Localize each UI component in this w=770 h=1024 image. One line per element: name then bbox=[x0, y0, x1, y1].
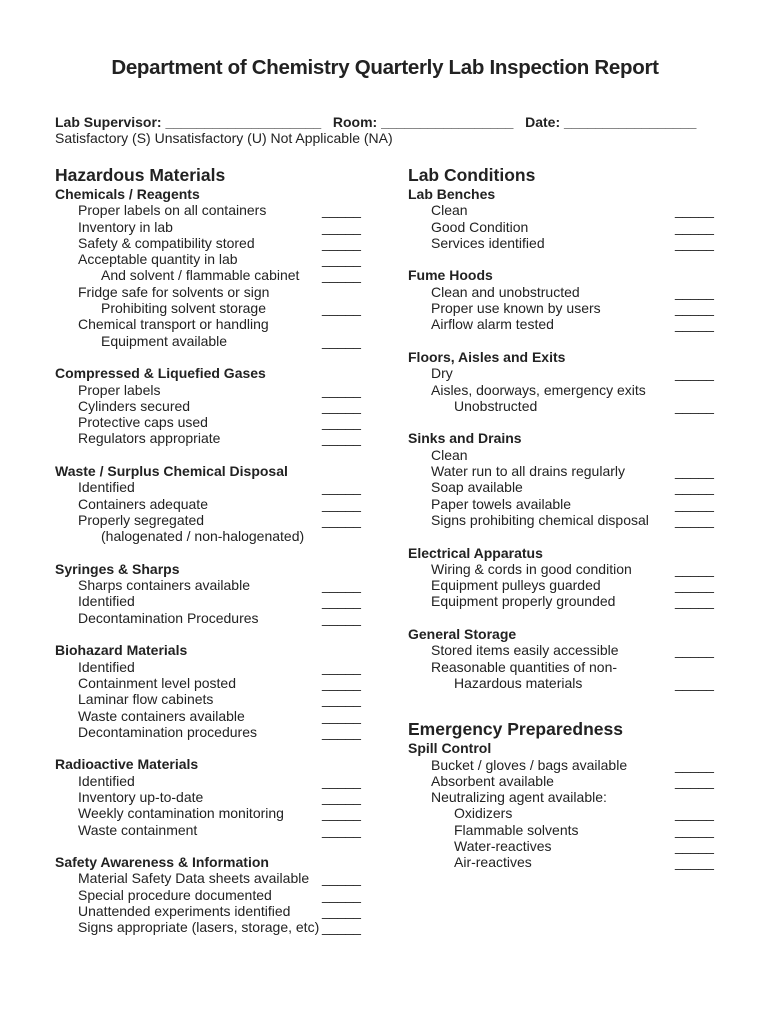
checklist-item-label: Prohibiting solvent storage bbox=[101, 300, 266, 317]
checklist-item-label: Paper towels available bbox=[431, 495, 572, 512]
checklist-item-label: Clean and unobstructed bbox=[431, 283, 580, 300]
checklist-item bbox=[55, 593, 375, 609]
rating-blank: _____ bbox=[322, 707, 361, 724]
group-title-sinks-and-drains: Sinks and Drains bbox=[408, 430, 522, 447]
rating-blank: _____ bbox=[322, 218, 361, 235]
checklist-item-label: Inventory in lab bbox=[78, 218, 173, 235]
checklist-item bbox=[408, 300, 718, 316]
group-spacer bbox=[408, 528, 718, 544]
rating-blank: _____ bbox=[322, 609, 361, 626]
checklist-item-label: Material Safety Data sheets available bbox=[78, 870, 310, 887]
section-title-hazardous-materials: Hazardous Materials bbox=[55, 165, 226, 185]
checklist-item-label: Cylinders secured bbox=[78, 397, 191, 414]
group-title-fume-hoods: Fume Hoods bbox=[408, 267, 493, 284]
rating-blank: _____ bbox=[675, 495, 714, 512]
checklist-item bbox=[55, 219, 375, 235]
rating-blank: _____ bbox=[675, 316, 714, 333]
checklist-item bbox=[408, 822, 718, 838]
checklist-item-label: (halogenated / non-halogenated) bbox=[101, 528, 305, 545]
checklist-item bbox=[408, 838, 718, 854]
rating-blank: _____ bbox=[675, 397, 714, 414]
group-title-radioactive-materials: Radioactive Materials bbox=[55, 756, 199, 773]
checklist-item-label: Identified bbox=[78, 772, 135, 789]
checklist-item bbox=[55, 724, 375, 740]
section-spacer bbox=[408, 691, 718, 718]
checklist-item bbox=[408, 593, 718, 609]
checklist-item bbox=[55, 251, 375, 267]
group-spacer bbox=[408, 333, 718, 349]
checklist-item bbox=[55, 267, 375, 283]
rating-blank: _____ bbox=[322, 919, 361, 936]
rating-blank: _____ bbox=[675, 854, 714, 871]
page-title: Department of Chemistry Quarterly Lab Inspection Report bbox=[111, 56, 659, 79]
checklist-item bbox=[408, 479, 718, 495]
checklist-item bbox=[408, 202, 718, 218]
checklist-item bbox=[55, 414, 375, 430]
checklist-item bbox=[408, 642, 718, 658]
rating-blank: _____ bbox=[322, 674, 361, 691]
group-title-floors-aisles-and-exits: Floors, Aisles and Exits bbox=[408, 348, 566, 365]
rating-blank: _____ bbox=[322, 495, 361, 512]
checklist-item bbox=[55, 577, 375, 593]
checklist-item bbox=[408, 219, 718, 235]
checklist-item bbox=[55, 528, 375, 544]
checklist-item bbox=[55, 659, 375, 675]
checklist-item bbox=[408, 675, 718, 691]
checklist-item bbox=[408, 365, 718, 381]
rating-blank: _____ bbox=[322, 886, 361, 903]
checklist-item-label: Bucket / gloves / bags available bbox=[431, 756, 628, 773]
section-title-lab-conditions: Lab Conditions bbox=[408, 165, 536, 185]
group-spacer bbox=[55, 740, 375, 756]
checklist-item-label: Identified bbox=[78, 593, 135, 610]
checklist-item-label: Protective caps used bbox=[78, 414, 208, 431]
checklist-item bbox=[408, 512, 718, 528]
group-spacer bbox=[55, 838, 375, 854]
rating-blank: _____ bbox=[322, 430, 361, 447]
checklist-item bbox=[55, 887, 375, 903]
checklist-item-label: Equipment properly grounded bbox=[431, 593, 616, 610]
checklist-item-label: Identified bbox=[78, 479, 135, 496]
checklist-item-label: Sharps containers available bbox=[78, 577, 250, 594]
checklist-item bbox=[55, 805, 375, 821]
checklist-item-label: Fridge safe for solvents or sign bbox=[78, 283, 270, 300]
checklist-item-label: And solvent / flammable cabinet bbox=[101, 267, 300, 284]
checklist-item bbox=[408, 773, 718, 789]
rating-blank: _____ bbox=[322, 723, 361, 740]
checklist-item bbox=[408, 659, 718, 675]
checklist-item bbox=[55, 708, 375, 724]
checklist-item-label: Soap available bbox=[431, 479, 523, 496]
checklist-item bbox=[55, 512, 375, 528]
rating-blank: _____ bbox=[322, 903, 361, 920]
checklist-item-label: Weekly contamination monitoring bbox=[78, 805, 284, 822]
rating-blank: _____ bbox=[675, 837, 714, 854]
rating-blank: _____ bbox=[675, 577, 714, 594]
checklist-item-label: Laminar flow cabinets bbox=[78, 691, 214, 708]
checklist-item bbox=[408, 496, 718, 512]
checklist-item-label: Equipment available bbox=[101, 332, 228, 349]
checklist-item bbox=[55, 479, 375, 495]
checklist-item bbox=[55, 398, 375, 414]
checklist-item-label: Regulators appropriate bbox=[78, 430, 221, 447]
checklist-item bbox=[408, 805, 718, 821]
group-title-electrical-apparatus: Electrical Apparatus bbox=[408, 544, 543, 561]
rating-legend: Satisfactory (S) Unsatisfactory (U) Not Applicable (NA) bbox=[55, 130, 393, 146]
checklist-item-label: Special procedure documented bbox=[78, 886, 272, 903]
rating-blank: _____ bbox=[675, 772, 714, 789]
rating-blank: _____ bbox=[322, 805, 361, 822]
checklist-item bbox=[55, 202, 375, 218]
rating-blank: _____ bbox=[675, 479, 714, 496]
checklist-item-label: Containers adequate bbox=[78, 495, 208, 512]
checklist-item bbox=[408, 463, 718, 479]
rating-blank: _____ bbox=[322, 267, 361, 284]
checklist-item-label: Containment level posted bbox=[78, 674, 236, 691]
rating-blank: _____ bbox=[322, 202, 361, 219]
checklist-item-label: Wiring & cords in good condition bbox=[431, 560, 632, 577]
rating-blank: _____ bbox=[322, 381, 361, 398]
checklist-item-label: Services identified bbox=[431, 234, 545, 251]
checklist-item-label: Decontamination procedures bbox=[78, 723, 257, 740]
checklist-item bbox=[55, 316, 375, 332]
checklist-item bbox=[55, 675, 375, 691]
rating-blank: _____ bbox=[322, 479, 361, 496]
checklist-item-label: Inventory up-to-date bbox=[78, 788, 204, 805]
checklist-item-label: Dry bbox=[431, 365, 453, 382]
checklist-item-label: Identified bbox=[78, 658, 135, 675]
rating-blank: _____ bbox=[675, 756, 714, 773]
group-title-lab-benches: Lab Benches bbox=[408, 186, 496, 202]
checklist-item-label: Signs prohibiting chemical disposal bbox=[431, 511, 649, 528]
checklist-item bbox=[55, 382, 375, 398]
group-title-safety-awareness-information: Safety Awareness & Information bbox=[55, 854, 269, 871]
section-title-emergency-preparedness: Emergency Preparedness bbox=[408, 719, 623, 740]
checklist-item bbox=[55, 496, 375, 512]
rating-blank: _____ bbox=[322, 870, 361, 887]
rating-blank: _____ bbox=[322, 300, 361, 317]
lab-conditions-column bbox=[408, 164, 718, 871]
checklist-item bbox=[55, 430, 375, 446]
rating-blank: _____ bbox=[322, 397, 361, 414]
checklist-item bbox=[55, 903, 375, 919]
checklist-item-label: Clean bbox=[431, 202, 468, 219]
rating-blank: _____ bbox=[322, 577, 361, 594]
group-title-syringes-sharps: Syringes & Sharps bbox=[55, 560, 180, 577]
rating-blank: _____ bbox=[675, 300, 714, 317]
checklist-item-label: Stored items easily accessible bbox=[431, 642, 619, 659]
rating-blank: _____ bbox=[675, 593, 714, 610]
group-spacer bbox=[55, 349, 375, 365]
checklist-item bbox=[55, 822, 375, 838]
checklist-item-label: Waste containers available bbox=[78, 707, 245, 724]
group-title-compressed-liquefied-gases: Compressed & Liquefied Gases bbox=[55, 365, 266, 382]
rating-blank: _____ bbox=[322, 772, 361, 789]
group-spacer bbox=[55, 545, 375, 561]
rating-blank: _____ bbox=[322, 234, 361, 251]
checklist-item-label: Airflow alarm tested bbox=[431, 316, 554, 333]
rating-blank: _____ bbox=[675, 202, 714, 219]
checklist-item-label: Acceptable quantity in lab bbox=[78, 251, 238, 268]
checklist-item bbox=[55, 610, 375, 626]
rating-blank: _____ bbox=[322, 332, 361, 349]
rating-blank: _____ bbox=[675, 805, 714, 822]
group-spacer bbox=[408, 414, 718, 430]
checklist-item bbox=[55, 284, 375, 300]
checklist-item bbox=[55, 333, 375, 349]
checklist-item-label: Water-reactives bbox=[454, 837, 552, 854]
checklist-item bbox=[408, 561, 718, 577]
checklist-item-label: Decontamination Procedures bbox=[78, 609, 259, 626]
checklist-item-label: Neutralizing agent available: bbox=[431, 789, 607, 806]
checklist-item-label: Absorbent available bbox=[431, 772, 554, 789]
checklist-item-label: Water run to all drains regularly bbox=[431, 463, 626, 480]
checklist-item-label: Hazardous materials bbox=[454, 674, 583, 691]
rating-blank: _____ bbox=[675, 560, 714, 577]
checklist-item bbox=[55, 773, 375, 789]
group-title-general-storage: General Storage bbox=[408, 626, 517, 643]
checklist-item-label: Oxidizers bbox=[454, 805, 513, 822]
rating-blank: _____ bbox=[322, 593, 361, 610]
checklist-item bbox=[55, 691, 375, 707]
checklist-item-label: Waste containment bbox=[78, 821, 198, 838]
checklist-item bbox=[408, 789, 718, 805]
rating-blank: _____ bbox=[322, 821, 361, 838]
checklist-item-label: Signs appropriate (lasers, storage, etc) bbox=[78, 919, 320, 936]
group-spacer bbox=[55, 447, 375, 463]
checklist-item-label: Good Condition bbox=[431, 218, 529, 235]
checklist-item bbox=[408, 382, 718, 398]
checklist-item-label: Unobstructed bbox=[454, 397, 538, 414]
rating-blank: _____ bbox=[675, 234, 714, 251]
hazardous-materials-column bbox=[55, 164, 375, 936]
checklist-item-label: Flammable solvents bbox=[454, 821, 579, 838]
checklist-item bbox=[408, 398, 718, 414]
rating-blank: _____ bbox=[322, 788, 361, 805]
checklist-item-label: Unattended experiments identified bbox=[78, 903, 291, 920]
rating-blank: _____ bbox=[322, 251, 361, 268]
checklist-item bbox=[408, 284, 718, 300]
rating-blank: _____ bbox=[322, 658, 361, 675]
checklist-item-label: Clean bbox=[431, 446, 468, 463]
group-title-waste-surplus-chemical-disposal: Waste / Surplus Chemical Disposal bbox=[55, 463, 288, 480]
checklist-item bbox=[408, 447, 718, 463]
checklist-item bbox=[55, 300, 375, 316]
checklist-item bbox=[408, 854, 718, 870]
checklist-item bbox=[55, 919, 375, 935]
checklist-item bbox=[408, 757, 718, 773]
checklist-item-label: Reasonable quantities of non- bbox=[431, 658, 618, 675]
rating-blank: _____ bbox=[322, 691, 361, 708]
rating-blank: _____ bbox=[675, 463, 714, 480]
rating-blank: _____ bbox=[322, 414, 361, 431]
checklist-item bbox=[55, 870, 375, 886]
checklist-item-label: Proper labels on all containers bbox=[78, 202, 267, 219]
group-title-spill-control: Spill Control bbox=[408, 740, 492, 757]
rating-blank: _____ bbox=[675, 642, 714, 659]
checklist-item bbox=[55, 235, 375, 251]
checklist-item-label: Chemical transport or handling bbox=[78, 316, 269, 333]
checklist-item-label: Safety & compatibility stored bbox=[78, 234, 255, 251]
checklist-item bbox=[408, 235, 718, 251]
checklist-item-label: Aisles, doorways, emergency exits bbox=[431, 381, 646, 398]
group-spacer bbox=[55, 626, 375, 642]
rating-blank: _____ bbox=[675, 283, 714, 300]
checklist-item bbox=[408, 577, 718, 593]
supervisor-room-date-line: Lab Supervisor: ____________________ Room: _________________ Date: _________________ bbox=[55, 114, 697, 130]
checklist-item-label: Properly segregated bbox=[78, 511, 205, 528]
checklist-item bbox=[55, 789, 375, 805]
checklist-item-label: Proper use known by users bbox=[431, 300, 601, 317]
group-title-chemicals-reagents: Chemicals / Reagents bbox=[55, 186, 200, 202]
group-spacer bbox=[408, 610, 718, 626]
rating-blank: _____ bbox=[675, 218, 714, 235]
rating-blank: _____ bbox=[322, 511, 361, 528]
group-title-biohazard-materials: Biohazard Materials bbox=[55, 642, 188, 659]
rating-blank: _____ bbox=[675, 674, 714, 691]
group-spacer bbox=[408, 251, 718, 267]
rating-blank: _____ bbox=[675, 821, 714, 838]
checklist-item-label: Air-reactives bbox=[454, 854, 532, 871]
checklist-item-label: Equipment pulleys guarded bbox=[431, 577, 601, 594]
rating-blank: _____ bbox=[675, 511, 714, 528]
checklist-item bbox=[408, 316, 718, 332]
checklist-item-label: Proper labels bbox=[78, 381, 161, 398]
rating-blank: _____ bbox=[675, 365, 714, 382]
